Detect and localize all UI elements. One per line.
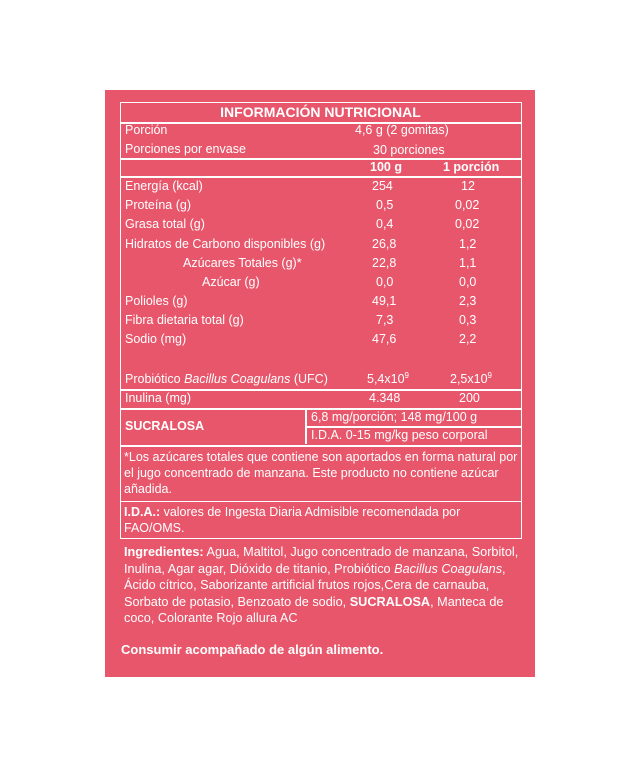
sucralose-ida: I.D.A. 0-15 mg/kg peso corporal — [311, 428, 488, 442]
nutrient-value-100g: 49,1 — [372, 294, 397, 308]
nutrient-value-100g: 26,8 — [372, 237, 397, 251]
nutrient-name: Polioles (g) — [125, 294, 188, 308]
nutrient-value-portion: 0,0 — [459, 275, 477, 289]
nutrient-value-portion: 12 — [461, 179, 475, 193]
nutrition-label — [105, 90, 535, 677]
nutrient-value-100g: 254 — [372, 179, 393, 193]
nutrient-value-portion: 2,3 — [459, 294, 477, 308]
nutrient-value-portion: 0,02 — [455, 198, 480, 212]
nutrient-name: Hidratos de Carbono disponibles (g) — [125, 237, 326, 251]
ida-note: I.D.A.: valores de Ingesta Diaria Admisible recomendada por FAO/OMS. — [124, 505, 461, 535]
sucralose-amount: 6,8 mg/porción; 148 mg/100 g — [311, 410, 478, 424]
nutrient-value-portion: 0,3 — [459, 313, 477, 327]
probiotic-value-100g: $5,4x10^9$ — [367, 370, 409, 386]
probiotic-label: Probiótico Bacillus Coagulans (UFC) — [125, 372, 328, 386]
portion-label: Porción — [125, 123, 168, 137]
ingredients-text: Ingredientes: Agua, Maltitol, Jugo concentrado de manzana, Sorbitol, Inulina, Agar agar, Dióxido de titanio, Probiótico Bacillus Coagulans, Ácido cítrico, Saborizante artificial frutos rojos,Cera de carnauba, Sorbato de potasio, Benzoato de sodio, SUCRALOSA, Manteca de coco, Colorante Rojo allura AC — [124, 545, 519, 625]
nutrient-value-100g: 22,8 — [372, 256, 397, 270]
nutrient-name: Azúcar (g) — [202, 275, 260, 289]
nutrient-name: Azúcares Totales (g)* — [183, 256, 302, 270]
inulin-label: Inulina (mg) — [125, 391, 191, 405]
consume-note: Consumir acompañado de algún alimento. — [121, 642, 384, 657]
portion-value: 4,6 g (2 gomitas) — [355, 123, 449, 137]
nutrient-name: Energía (kcal) — [125, 179, 203, 193]
inulin-value-portion: 200 — [459, 391, 480, 405]
nutrient-value-100g: 47,6 — [372, 332, 397, 346]
nutrient-value-portion: 0,02 — [455, 217, 480, 231]
nutrient-name: Fibra dietaria total (g) — [125, 313, 244, 327]
ida-note-box — [120, 501, 522, 539]
nutrient-value-100g: 7,3 — [376, 313, 394, 327]
nutrient-value-portion: 2,2 — [459, 332, 477, 346]
portions-per-pack-value: 30 porciones — [373, 143, 445, 157]
probiotic-value-portion: $2,5x10^9$ — [450, 370, 492, 386]
nutrient-value-100g: 0,0 — [376, 275, 394, 289]
column-header-portion: 1 porción — [443, 160, 500, 174]
nutrition-table — [120, 102, 522, 446]
nutrient-value-portion: 1,1 — [459, 256, 477, 270]
table-title: INFORMACIÓN NUTRICIONAL — [220, 104, 421, 120]
inulin-value-100g: 4.348 — [369, 391, 401, 405]
nutrient-value-100g: 0,4 — [376, 217, 394, 231]
nutrient-name: Grasa total (g) — [125, 217, 205, 231]
sucralose-label: SUCRALOSA — [125, 419, 205, 433]
nutrient-name: Proteína (g) — [125, 198, 192, 212]
portions-per-pack-label: Porciones por envase — [125, 142, 246, 156]
sugar-note-box — [120, 446, 522, 502]
nutrient-name: Sodio (mg) — [125, 332, 187, 346]
nutrient-value-100g: 0,5 — [376, 198, 394, 212]
column-header-100g: 100 g — [370, 160, 402, 174]
sugar-note: *Los azúcares totales que contiene son aportados en forma natural por el jugo concentrado de manzana. Este producto no contiene azúcar añadida. — [124, 450, 518, 496]
nutrient-value-portion: 1,2 — [459, 237, 477, 251]
